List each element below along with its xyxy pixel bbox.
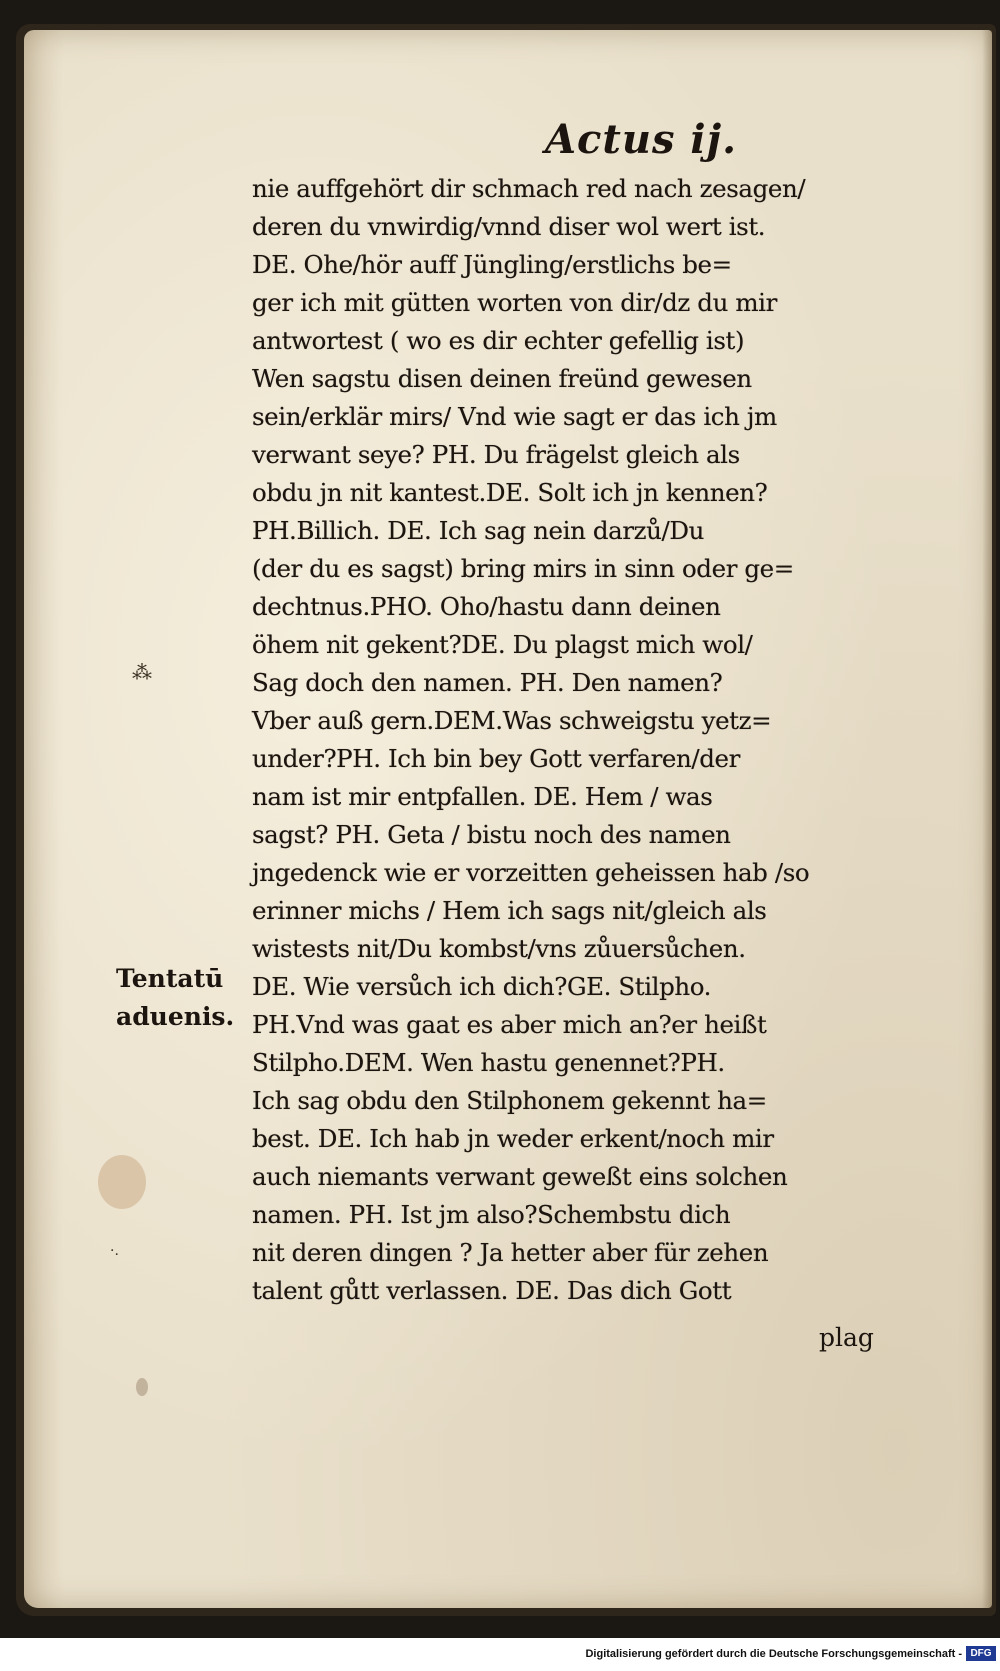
text-line: sagst? PH. Geta / bistu noch des namen bbox=[252, 820, 731, 849]
text-line: PH.Vnd was gaat es aber mich an?er heißt bbox=[252, 1010, 767, 1039]
dfg-logo: DFG bbox=[966, 1646, 996, 1661]
text-line: obdu jn nit kantest.DE. Solt ich jn kennen? bbox=[252, 478, 768, 507]
ink-speck: ·. bbox=[110, 1243, 119, 1259]
text-line: namen. PH. Ist jm also?Schembstu dich bbox=[252, 1200, 731, 1229]
paper-stain bbox=[98, 1155, 146, 1209]
text-line: nam ist mir entpfallen. DE. Hem / was bbox=[252, 782, 713, 811]
text-line: wistests nit/Du kombst/vns zůuersůchen. bbox=[252, 934, 746, 963]
body-text bbox=[252, 170, 892, 1310]
text-line: Wen sagstu disen deinen freünd gewesen bbox=[252, 364, 752, 393]
text-line: best. DE. Ich hab jn weder erkent/noch mir bbox=[252, 1124, 774, 1153]
text-line: DE. Ohe/hör auff Jüngling/erstlichs be= bbox=[252, 250, 732, 279]
text-line: verwant seye? PH. Du frägelst gleich als bbox=[252, 440, 740, 469]
margin-note-line: Tentatū bbox=[116, 964, 224, 993]
text-line: under?PH. Ich bin bey Gott verfaren/der bbox=[252, 744, 740, 773]
footer-bar bbox=[0, 1638, 1000, 1671]
text-line: ger ich mit gütten worten von dir/dz du mir bbox=[252, 288, 777, 317]
text-line: Vber auß gern.DEM.Was schweigstu yetz= bbox=[252, 706, 772, 735]
paper-stain bbox=[136, 1378, 148, 1396]
running-header: Actus ij. bbox=[545, 116, 737, 163]
margin-note-line: aduenis. bbox=[116, 1002, 235, 1031]
text-line: Stilpho.DEM. Wen hastu genennet?PH. bbox=[252, 1048, 725, 1077]
text-line: (der du es sagst) bring mirs in sinn oder ge= bbox=[252, 554, 794, 583]
text-line: Sag doch den namen. PH. Den namen? bbox=[252, 668, 723, 697]
ink-speck: ⁂ bbox=[132, 660, 152, 684]
text-line: auch niemants verwant geweßt eins solchen bbox=[252, 1162, 788, 1191]
text-line: deren du vnwirdig/vnnd diser wol wert ist. bbox=[252, 212, 766, 241]
text-line: antwortest ( wo es dir echter gefellig ist) bbox=[252, 326, 745, 355]
text-line: jngedenck wie er vorzeitten geheissen hab /so bbox=[252, 858, 810, 887]
page-edge bbox=[982, 30, 992, 1608]
catchword: plag bbox=[819, 1323, 874, 1352]
text-line: Ich sag obdu den Stilphonem gekennt ha= bbox=[252, 1086, 767, 1115]
margin-note bbox=[116, 960, 256, 1036]
text-line: erinner michs / Hem ich sags nit/gleich als bbox=[252, 896, 767, 925]
funding-credit: Digitalisierung gefördert durch die Deutsche Forschungsgemeinschaft - bbox=[585, 1648, 962, 1660]
text-line: nie auffgehört dir schmach red nach zesagen/ bbox=[252, 174, 806, 203]
text-line: dechtnus.PHO. Oho/hastu dann deinen bbox=[252, 592, 721, 621]
text-line: talent gůtt verlassen. DE. Das dich Gott bbox=[252, 1276, 732, 1305]
text-line: sein/erklär mirs/ Vnd wie sagt er das ich jm bbox=[252, 402, 777, 431]
text-line: DE. Wie versůch ich dich?GE. Stilpho. bbox=[252, 972, 712, 1001]
text-line: PH.Billich. DE. Ich sag nein darzů/Du bbox=[252, 516, 705, 545]
text-line: nit deren dingen ? Ja hetter aber für zehen bbox=[252, 1238, 769, 1267]
text-line: öhem nit gekent?DE. Du plagst mich wol/ bbox=[252, 630, 753, 659]
